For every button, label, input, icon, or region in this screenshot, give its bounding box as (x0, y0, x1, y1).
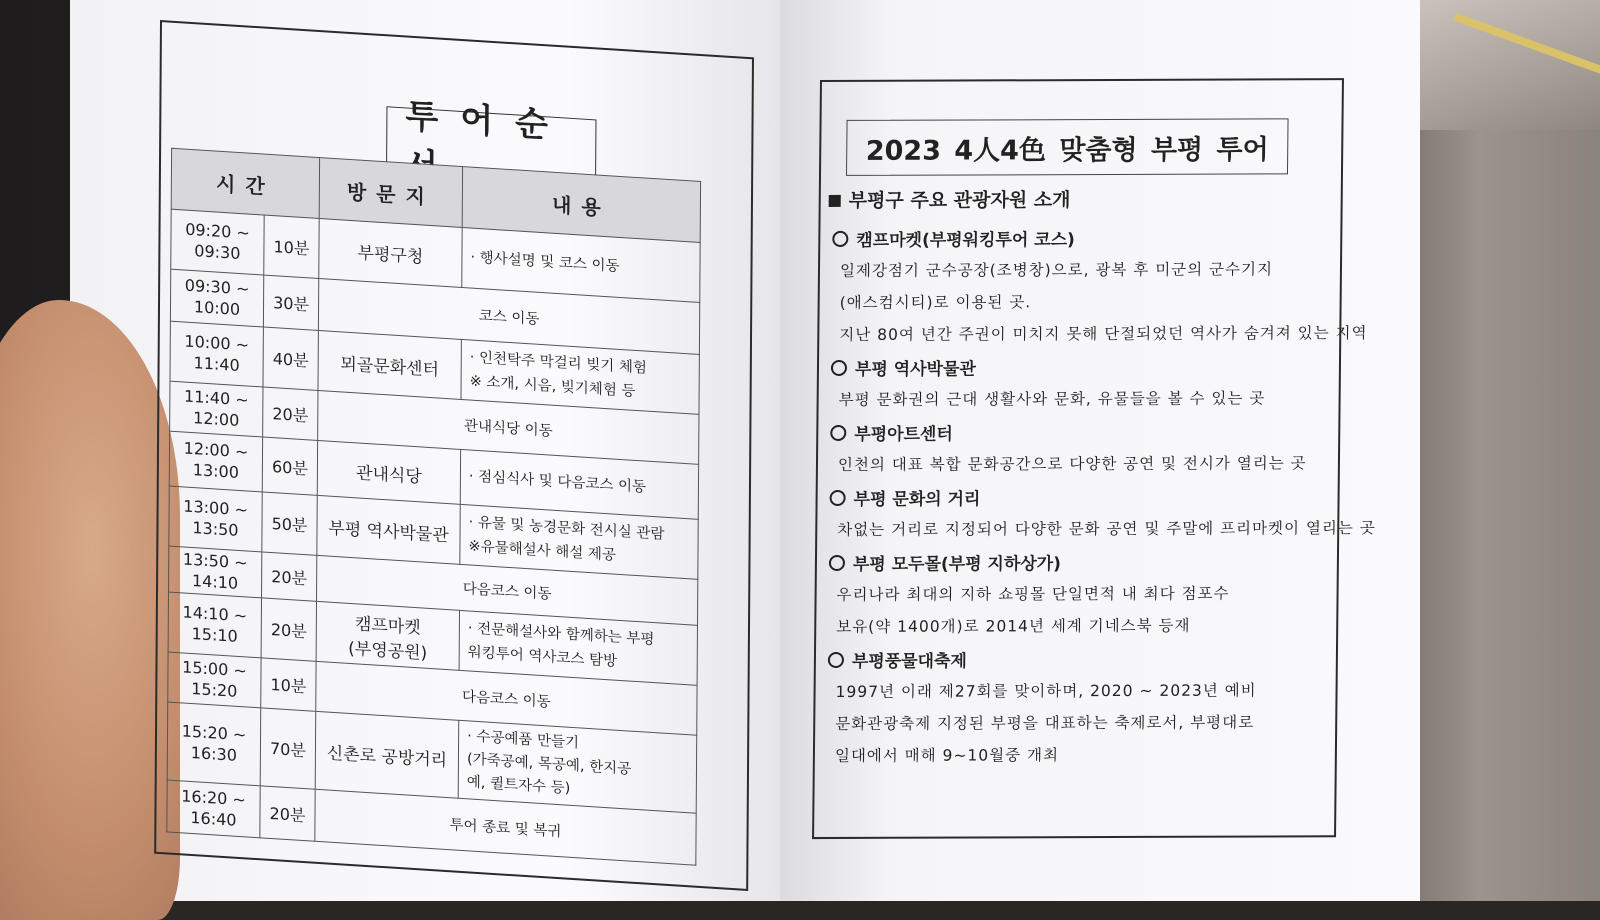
schedule-table (166, 148, 701, 866)
section-title-text: 캠프마켓(부평워킹투어 코스) (856, 230, 1075, 251)
time-cell: 15:00 ~ 15:20 (168, 652, 261, 708)
place-cell: 부평 역사박물관 (317, 495, 460, 564)
section-title (828, 645, 1333, 672)
duration-cell: 60분 (262, 437, 317, 495)
content-cell: · 점심식사 및 다음코스 이동 (460, 449, 698, 519)
content-cell: · 전문해설사와 함께하는 부평 워킹투어 역사코스 탐방 (459, 610, 697, 685)
time-cell: 12:00 ~ 13:00 (169, 431, 262, 492)
section-title (830, 418, 1335, 445)
duration-cell: 20분 (261, 598, 316, 661)
circle-bullet-icon (830, 490, 846, 506)
section-title-text: 부평풍물대축제 (851, 651, 967, 672)
time-cell: 15:20 ~ 16:30 (167, 702, 261, 786)
content-cell: · 수공예품 만들기 (가죽공예, 목공예, 한지공 예, 퀼트자수 등) (458, 720, 697, 813)
duration-cell: 20분 (262, 552, 317, 601)
duration-cell: 40분 (263, 327, 318, 390)
place-cell: 관내식당 (317, 440, 460, 504)
section-line: 일대에서 매해 9~10월중 개최 (834, 746, 1060, 765)
section-title-text: 부평 모두몰(부평 지하상가) (852, 554, 1062, 575)
section-line: 보유(약 1400개)로 2014년 세계 기네스북 등재 (836, 616, 1191, 636)
place-cell: 뫼골문화센터 (318, 330, 461, 399)
merged-cell: 다음코스 이동 (317, 555, 698, 625)
circle-bullet-icon (828, 652, 844, 668)
section-line: 우리나라 최대의 지하 쇼핑몰 단일면적 내 최다 점포수 (836, 584, 1230, 604)
duration-cell: 20분 (263, 387, 318, 440)
circle-bullet-icon (829, 555, 845, 571)
section-title (831, 353, 1336, 380)
section-line: 지난 80여 년간 주권이 미치지 못해 단절되었던 역사가 숨겨져 있는 지역 (839, 324, 1368, 344)
time-cell: 09:30 ~ 10:00 (170, 269, 263, 327)
section-title-text: 부평 역사박물관 (854, 359, 976, 380)
time-cell: 13:50 ~ 14:10 (169, 546, 262, 598)
header-time: 시간 (171, 148, 319, 218)
section-line: 일제강점기 군수공장(조병창)으로, 광복 후 미군의 군수기지 (839, 260, 1274, 280)
header-content: 내용 (462, 167, 700, 243)
place-cell: 신촌로 공방거리 (315, 711, 459, 798)
section-line: 인천의 대표 복합 문화공간으로 다양한 공연 및 전시가 열리는 곳 (837, 454, 1307, 474)
section-line: 부평 문화권의 근대 생활사와 문화, 유물들을 볼 수 있는 곳 (838, 389, 1266, 409)
merged-cell: 관내식당 이동 (318, 390, 699, 464)
content-cell: · 인천탁주 막걸리 빚기 체험 ※ 소개, 시음, 빚기체험 등 (461, 339, 699, 414)
section-line: 1997년 이래 제27회를 맞이하며, 2020 ~ 2023년 예비 (835, 681, 1257, 701)
header-place: 방문지 (319, 158, 462, 228)
time-cell: 14:10 ~ 15:10 (168, 592, 261, 658)
duration-cell: 10분 (264, 215, 319, 278)
section-line: 차없는 거리로 지정되어 다양한 문화 공연 및 주말에 프리마켓이 열리는 곳 (837, 519, 1376, 539)
merged-cell: 다음코스 이동 (316, 661, 697, 735)
duration-cell: 30분 (263, 275, 318, 330)
place-cell: 부평구청 (319, 219, 462, 288)
section-title (829, 483, 1334, 510)
schedule-title: 투어순서 (386, 106, 596, 179)
time-cell: 13:00 ~ 13:50 (169, 486, 262, 552)
time-cell: 10:00 ~ 11:40 (170, 321, 263, 387)
tour-title: 2023 4人4色 맞춤형 부평 투어 (846, 118, 1289, 176)
car-window (1420, 0, 1600, 130)
merged-cell: 투어 종료 및 복귀 (315, 789, 696, 865)
tour-heading-text: 부평구 주요 관광자원 소개 (848, 189, 1071, 212)
circle-bullet-icon (831, 360, 847, 376)
car-seat (1400, 130, 1600, 901)
hand (0, 300, 180, 920)
merged-cell: 코스 이동 (318, 278, 699, 354)
section-line: 문화관광축제 지정된 부평을 대표하는 축제로서, 부평대로 (835, 713, 1255, 733)
content-cell: · 행사설명 및 코스 이동 (462, 228, 700, 303)
section-title-text: 부평 문화의 거리 (853, 489, 981, 510)
tour-frame (812, 78, 1376, 839)
place-cell: 캠프마켓 (부영공원) (316, 601, 459, 670)
duration-cell: 20분 (260, 786, 315, 841)
duration-cell: 50분 (262, 492, 317, 555)
content-cell: · 유물 및 농경문화 전시실 관람 ※유물해설사 해설 제공 (460, 504, 698, 579)
tour-heading (829, 185, 1071, 213)
duration-cell: 70분 (260, 708, 316, 789)
square-bullet-icon (829, 195, 841, 207)
time-cell: 09:20 ~ 09:30 (171, 209, 264, 275)
tour-sections (827, 220, 1376, 776)
circle-bullet-icon (832, 231, 848, 247)
time-cell: 11:40 ~ 12:00 (170, 381, 263, 437)
section-title (832, 224, 1337, 251)
schedule-frame (154, 20, 754, 891)
schedule-body (167, 209, 700, 865)
section-line: (애스컴시티)로 이용된 곳. (839, 293, 1032, 312)
duration-cell: 10분 (261, 658, 316, 711)
section-title (829, 548, 1334, 575)
section-title-text: 부평아트센터 (854, 424, 953, 445)
time-cell: 16:20 ~ 16:40 (167, 780, 260, 838)
circle-bullet-icon (830, 425, 846, 441)
